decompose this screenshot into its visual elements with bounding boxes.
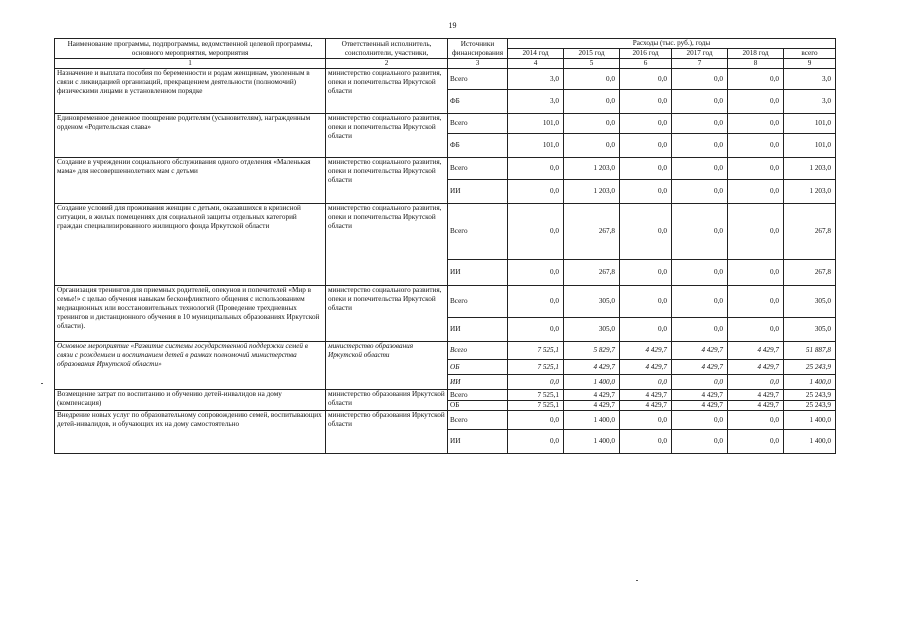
funding-source-cell: ОБ: [448, 360, 508, 375]
year-value-cell: 0,0: [728, 158, 784, 180]
funding-source-cell: ОБ: [448, 401, 508, 411]
total-value-cell: 1 203,0: [784, 180, 836, 204]
year-value-cell: 0,0: [508, 375, 564, 390]
column-index: 8: [728, 59, 784, 69]
activity-name: Назначение и выплата пособия по беременности и родам женщинам, уволенным в связи с ликвидацией организаций, прекращением деятельности (полномочий) физическими лицами в установленном порядке: [55, 69, 326, 114]
funding-source-cell: Всего: [448, 342, 508, 360]
activity-name: Создание в учреждении социального обслуживания одного отделения «Маленькая мама» для несовершеннолетних мам с детьми: [55, 158, 326, 204]
executor-cell: министерство социального развития, опеки и попечительства Иркутской области: [326, 69, 448, 114]
column-index-row: [55, 59, 836, 69]
year-value-cell: 7 525,1: [508, 401, 564, 411]
year-value-cell: 0,0: [508, 260, 564, 286]
table-row: [55, 69, 836, 90]
year-value-cell: 4 429,7: [672, 342, 728, 360]
year-value-cell: 4 429,7: [564, 390, 620, 401]
activity-name: Создание условий для проживания женщин с детьми, оказавшихся в кризисной ситуации, в жилых помещениях для социальной защиты отдельных категорий граждан специализированного жилищного фонда Иркутской области: [55, 204, 326, 286]
column-index: 6: [620, 59, 672, 69]
total-value-cell: 25 243,9: [784, 401, 836, 411]
year-value-cell: 0,0: [672, 204, 728, 260]
total-value-cell: 1 400,0: [784, 375, 836, 390]
activity-name: Внедрение новых услуг по образовательному сопровождению семей, воспитывающих детей-инвалидов, и обучающих их на дому самостоятельно: [55, 411, 326, 454]
funding-source-cell: ИИ: [448, 318, 508, 342]
year-value-cell: 4 429,7: [620, 390, 672, 401]
header-expenses: Расходы (тыс. руб.), годы: [508, 39, 836, 49]
year-value-cell: 0,0: [672, 318, 728, 342]
year-value-cell: 4 429,7: [728, 390, 784, 401]
year-value-cell: 0,0: [728, 114, 784, 134]
activity-name: Единовременное денежное поощрение родителям (усыновителям), награжденным орденом «Родительская слава»: [55, 114, 326, 158]
year-value-cell: 0,0: [728, 90, 784, 114]
year-value-cell: 305,0: [564, 286, 620, 318]
total-value-cell: 25 243,9: [784, 360, 836, 375]
year-value-cell: 0,0: [728, 204, 784, 260]
year-value-cell: 4 429,7: [672, 401, 728, 411]
total-value-cell: 51 887,8: [784, 342, 836, 360]
year-value-cell: 0,0: [728, 375, 784, 390]
column-index: 2: [326, 59, 448, 69]
total-value-cell: 1 400,0: [784, 411, 836, 430]
executor-cell: министерство социального развития, опеки и попечительства Иркутской области: [326, 286, 448, 342]
scan-speck: [41, 383, 43, 384]
total-value-cell: 25 243,9: [784, 390, 836, 401]
year-value-cell: 0,0: [728, 286, 784, 318]
funding-source-cell: Всего: [448, 390, 508, 401]
column-index: 7: [672, 59, 728, 69]
header-year: 2016 год: [620, 49, 672, 59]
year-value-cell: 0,0: [620, 411, 672, 430]
total-value-cell: 267,8: [784, 204, 836, 260]
executor-cell: министерство образования Иркутской области: [326, 390, 448, 411]
year-value-cell: 1 400,0: [564, 430, 620, 454]
column-index: 9: [784, 59, 836, 69]
year-value-cell: 0,0: [508, 411, 564, 430]
funding-source-cell: ИИ: [448, 375, 508, 390]
activity-name: Организация тренингов для приемных родителей, опекунов и попечителей «Мир в семье!» с целью обучения навыкам бесконфликтного общения с использованием медиационных или восстановительных технологий (Проведение трехдневных тренингов и дистанционного обучения в 10 муниципальных образованиях Иркутской области).: [55, 286, 326, 342]
year-value-cell: 101,0: [508, 134, 564, 158]
table-row: [55, 390, 836, 401]
year-value-cell: 4 429,7: [620, 401, 672, 411]
year-value-cell: 0,0: [564, 69, 620, 90]
year-value-cell: 0,0: [620, 114, 672, 134]
table-row: [55, 411, 836, 430]
header-year: 2014 год: [508, 49, 564, 59]
year-value-cell: 0,0: [508, 158, 564, 180]
header-name: Наименование программы, подпрограммы, ведомственной целевой программы, основного мероприятия, мероприятия: [55, 39, 326, 59]
year-value-cell: 0,0: [620, 180, 672, 204]
executor-cell: министерство образования Иркутской области: [326, 342, 448, 390]
year-value-cell: 0,0: [508, 430, 564, 454]
table-row: [55, 204, 836, 260]
year-value-cell: 0,0: [672, 134, 728, 158]
year-value-cell: 0,0: [728, 260, 784, 286]
year-value-cell: 0,0: [508, 180, 564, 204]
year-value-cell: 0,0: [672, 158, 728, 180]
year-value-cell: 3,0: [508, 90, 564, 114]
year-value-cell: 0,0: [728, 318, 784, 342]
header-executor: Ответственный исполнитель, соисполнители, участники,: [326, 39, 448, 59]
header-source: Источники финансирования: [448, 39, 508, 59]
year-value-cell: 267,8: [564, 260, 620, 286]
funding-source-cell: Всего: [448, 204, 508, 260]
total-value-cell: 1 203,0: [784, 158, 836, 180]
year-value-cell: 0,0: [672, 69, 728, 90]
header-year: 2018 год: [728, 49, 784, 59]
scan-speck: [636, 580, 638, 581]
year-value-cell: 0,0: [728, 69, 784, 90]
year-value-cell: 0,0: [564, 114, 620, 134]
funding-source-cell: ИИ: [448, 430, 508, 454]
year-value-cell: 0,0: [508, 204, 564, 260]
header-total: всего: [784, 49, 836, 59]
year-value-cell: 0,0: [728, 180, 784, 204]
year-value-cell: 267,8: [564, 204, 620, 260]
table-row: [55, 342, 836, 360]
year-value-cell: 0,0: [672, 114, 728, 134]
column-index: 4: [508, 59, 564, 69]
year-value-cell: 4 429,7: [564, 401, 620, 411]
year-value-cell: 3,0: [508, 69, 564, 90]
year-value-cell: 4 429,7: [728, 401, 784, 411]
year-value-cell: 4 429,7: [620, 342, 672, 360]
funding-source-cell: ФБ: [448, 90, 508, 114]
funding-source-cell: Всего: [448, 114, 508, 134]
budget-table: [54, 38, 836, 454]
year-value-cell: 1 203,0: [564, 158, 620, 180]
column-index: 1: [55, 59, 326, 69]
funding-source-cell: Всего: [448, 411, 508, 430]
total-value-cell: 101,0: [784, 114, 836, 134]
year-value-cell: 7 525,1: [508, 342, 564, 360]
year-value-cell: 0,0: [620, 134, 672, 158]
executor-cell: министерство социального развития, опеки и попечительства Иркутской области: [326, 158, 448, 204]
funding-source-cell: ИИ: [448, 180, 508, 204]
total-value-cell: 3,0: [784, 69, 836, 90]
year-value-cell: 0,0: [620, 318, 672, 342]
funding-source-cell: ФБ: [448, 134, 508, 158]
executor-cell: министерство социального развития, опеки и попечительства Иркутской области: [326, 204, 448, 286]
activity-name: Возмещение затрат по воспитанию и обучению детей-инвалидов на дому (компенсация): [55, 390, 326, 411]
year-value-cell: 0,0: [672, 180, 728, 204]
funding-source-cell: Всего: [448, 286, 508, 318]
header-year: 2015 год: [564, 49, 620, 59]
total-value-cell: 305,0: [784, 318, 836, 342]
year-value-cell: 0,0: [620, 430, 672, 454]
page-number: 19: [448, 21, 457, 30]
year-value-cell: 0,0: [620, 375, 672, 390]
year-value-cell: 0,0: [564, 90, 620, 114]
year-value-cell: 0,0: [620, 204, 672, 260]
year-value-cell: 0,0: [672, 411, 728, 430]
funding-source-cell: ИИ: [448, 260, 508, 286]
header-year: 2017 год: [672, 49, 728, 59]
year-value-cell: 0,0: [672, 430, 728, 454]
table-row: [55, 114, 836, 134]
year-value-cell: 4 429,7: [672, 390, 728, 401]
total-value-cell: 1 400,0: [784, 430, 836, 454]
year-value-cell: 7 525,1: [508, 390, 564, 401]
year-value-cell: 0,0: [672, 90, 728, 114]
funding-source-cell: Всего: [448, 158, 508, 180]
executor-cell: министерство социального развития, опеки и попечительства Иркутской области: [326, 114, 448, 158]
year-value-cell: 4 429,7: [672, 360, 728, 375]
year-value-cell: 305,0: [564, 318, 620, 342]
year-value-cell: 1 400,0: [564, 375, 620, 390]
year-value-cell: 4 429,7: [564, 360, 620, 375]
year-value-cell: 0,0: [508, 318, 564, 342]
year-value-cell: 0,0: [564, 134, 620, 158]
year-value-cell: 0,0: [728, 430, 784, 454]
total-value-cell: 101,0: [784, 134, 836, 158]
year-value-cell: 1 203,0: [564, 180, 620, 204]
year-value-cell: 4 429,7: [728, 342, 784, 360]
year-value-cell: 4 429,7: [620, 360, 672, 375]
year-value-cell: 101,0: [508, 114, 564, 134]
executor-cell: министерство образования Иркутской области: [326, 411, 448, 454]
year-value-cell: 0,0: [508, 286, 564, 318]
year-value-cell: 1 400,0: [564, 411, 620, 430]
year-value-cell: 0,0: [672, 260, 728, 286]
column-index: 5: [564, 59, 620, 69]
year-value-cell: 5 829,7: [564, 342, 620, 360]
year-value-cell: 0,0: [620, 286, 672, 318]
year-value-cell: 0,0: [620, 69, 672, 90]
year-value-cell: 0,0: [620, 90, 672, 114]
table-row: [55, 158, 836, 180]
total-value-cell: 305,0: [784, 286, 836, 318]
total-value-cell: 267,8: [784, 260, 836, 286]
year-value-cell: 0,0: [620, 260, 672, 286]
funding-source-cell: Всего: [448, 69, 508, 90]
table-row: [55, 286, 836, 318]
year-value-cell: 0,0: [728, 134, 784, 158]
year-value-cell: 0,0: [620, 158, 672, 180]
column-index: 3: [448, 59, 508, 69]
year-value-cell: 0,0: [672, 375, 728, 390]
year-value-cell: 7 525,1: [508, 360, 564, 375]
year-value-cell: 0,0: [672, 286, 728, 318]
total-value-cell: 3,0: [784, 90, 836, 114]
activity-name: Основное мероприятие «Развитие системы государственной поддержки семей в связи с рождением и воспитанием детей в рамках полномочий министерства образования Иркутской области»: [55, 342, 326, 390]
year-value-cell: 0,0: [728, 411, 784, 430]
year-value-cell: 4 429,7: [728, 360, 784, 375]
